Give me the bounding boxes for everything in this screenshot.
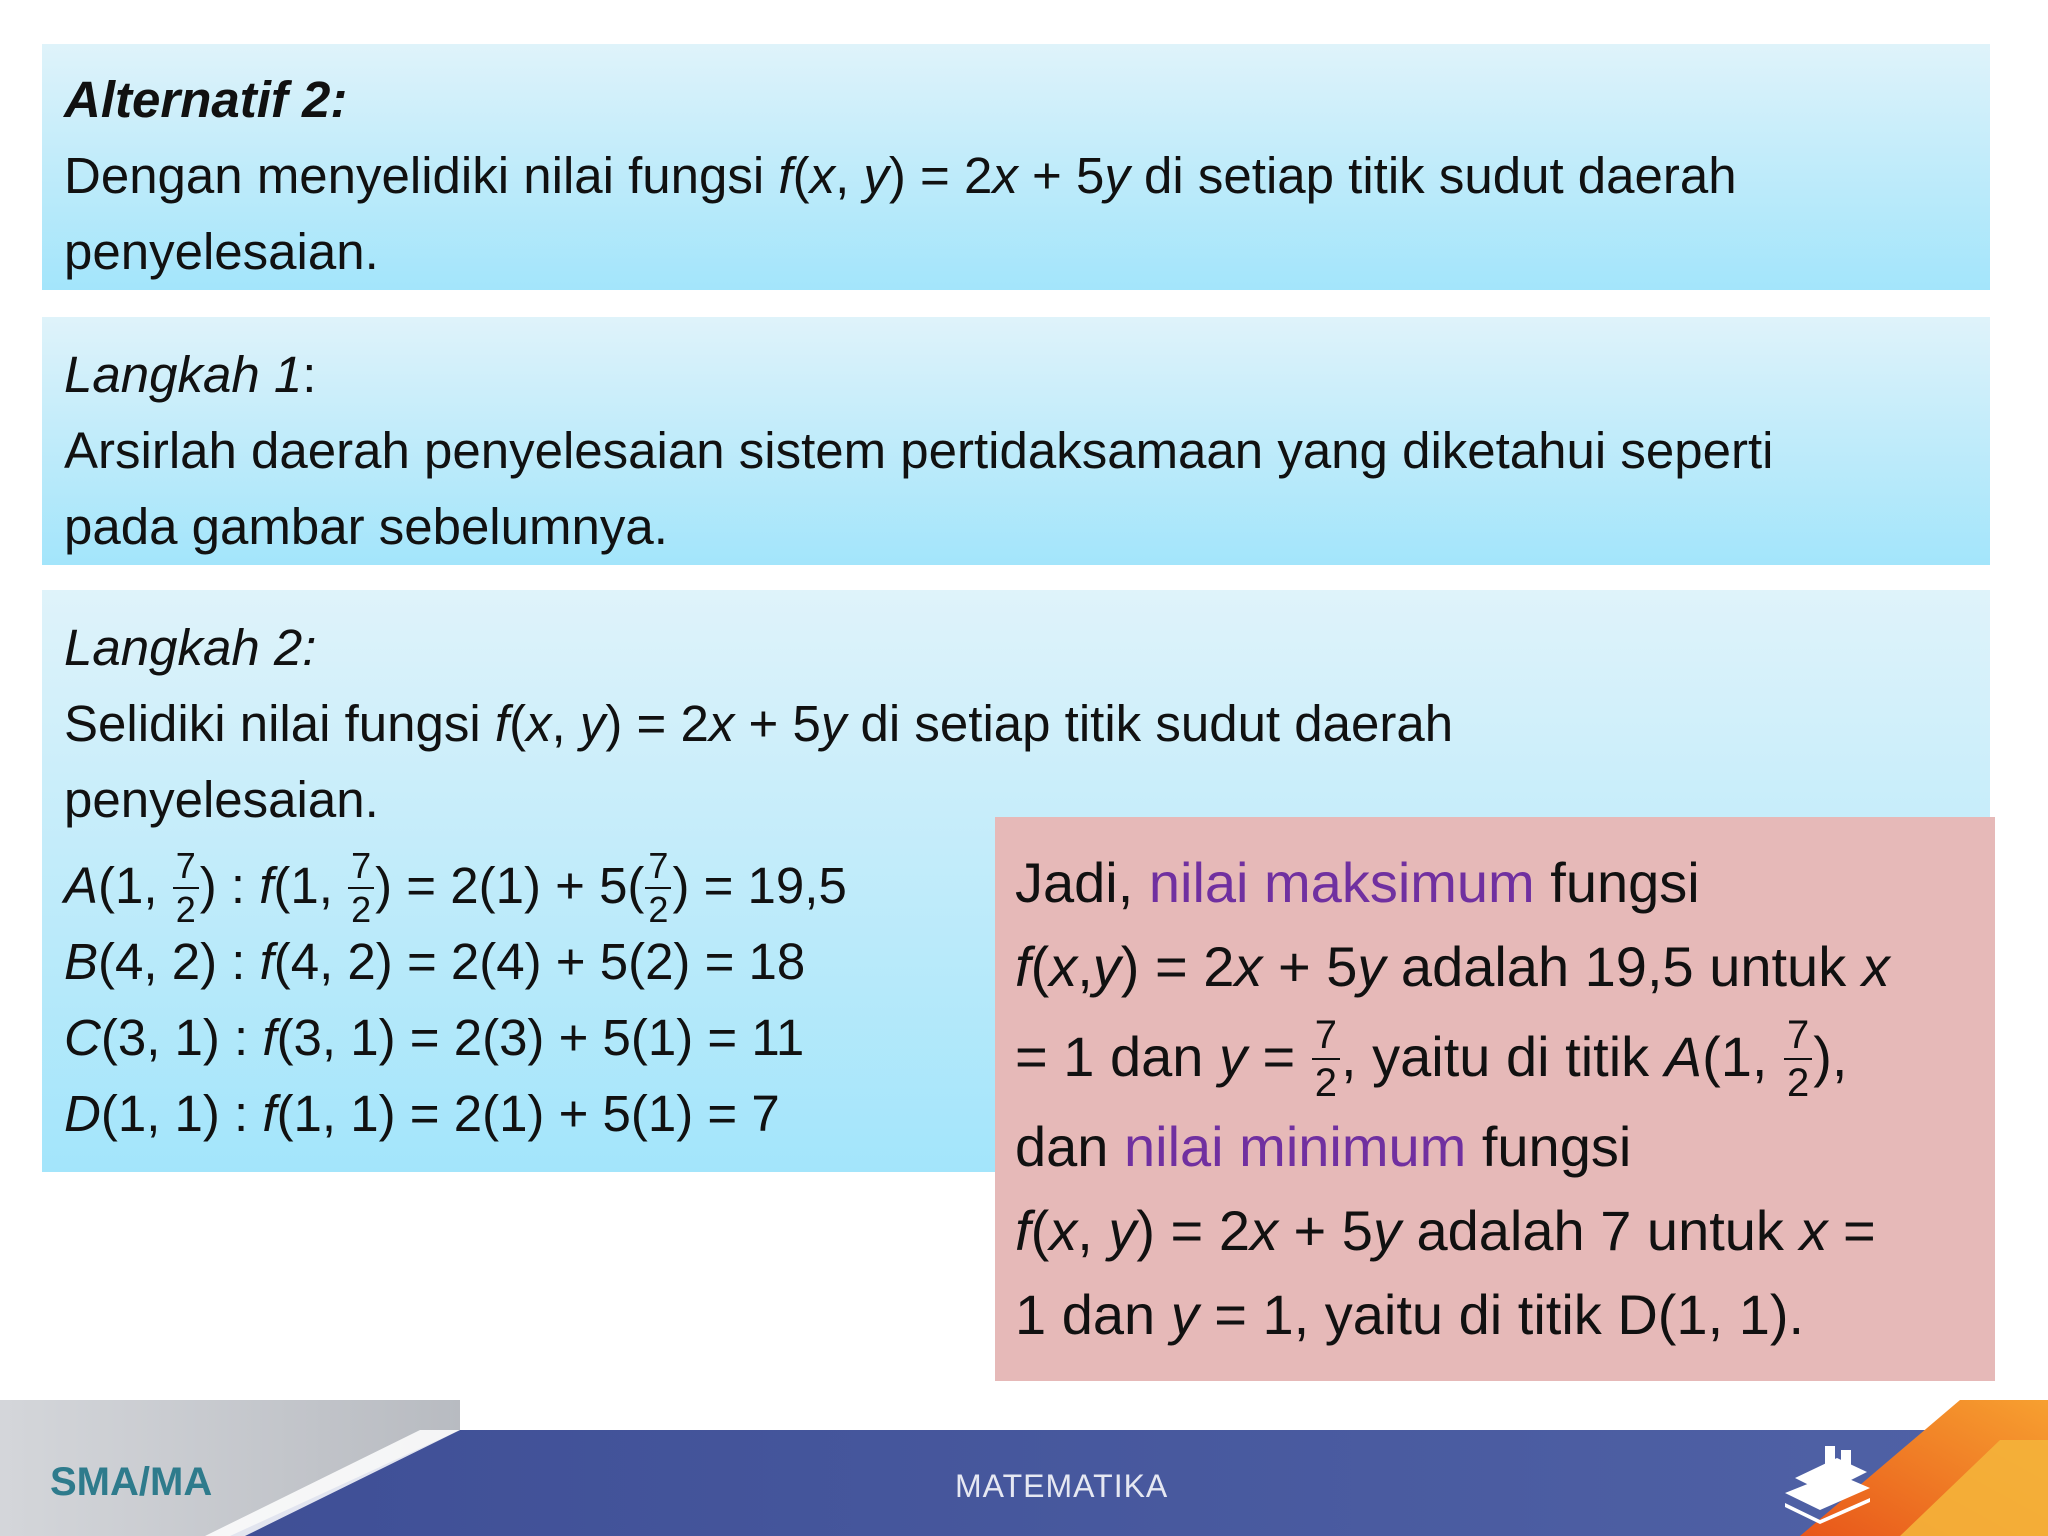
fraction [1784, 1013, 1812, 1106]
text: y [1092, 935, 1121, 998]
text: fungsi [1534, 851, 1700, 914]
numerator: 7 [645, 848, 671, 889]
text: dan [1015, 1115, 1124, 1179]
text: di setiap titik sudut daerah [1129, 147, 1737, 204]
langkah2-line-2: penyelesaian. [64, 771, 379, 828]
text: ), [1813, 1025, 1848, 1088]
denominator: 2 [1314, 1061, 1338, 1106]
denominator: 2 [1787, 1061, 1810, 1106]
text: = 1, yaitu di titik D(1, 1). [1198, 1283, 1805, 1347]
text: x [1861, 935, 1890, 998]
text: , [551, 695, 580, 752]
text: ) = 2 [888, 147, 993, 204]
text: (1, 1) : [100, 1085, 263, 1142]
text: ( [509, 695, 527, 752]
conclusion-box [995, 817, 1995, 1381]
text: Langkah 1 [64, 346, 303, 403]
langkah1-heading [64, 337, 1990, 413]
text: y [1357, 935, 1386, 998]
text: y [1372, 1199, 1401, 1263]
text: ) = 2 [1120, 935, 1235, 998]
text: x [526, 695, 552, 752]
numerator: 7 [1312, 1015, 1340, 1060]
text: ) = 2 [1136, 1199, 1250, 1263]
footer-band [0, 1400, 2048, 1536]
conclusion-line-6 [1015, 1273, 1995, 1357]
text: ) = 2 [605, 695, 709, 752]
alternatif-line-1 [64, 62, 1990, 138]
alternatif-heading: Alternatif 2: [64, 71, 348, 128]
text: 1 dan [1015, 1283, 1171, 1347]
conclusion-line-2 [1015, 925, 1995, 1009]
text: = 1 dan [1015, 1025, 1219, 1088]
point-label: C [64, 1009, 101, 1066]
text: x [1049, 935, 1078, 998]
text: + 5 [1262, 935, 1358, 998]
text: (1, [98, 857, 172, 914]
text: (4, 2) = 2(4) + 5(2) = 18 [273, 933, 806, 990]
conclusion-line-1 [1015, 841, 1995, 925]
fraction [1312, 1013, 1340, 1106]
highlight-max: nilai maksimum [1148, 851, 1535, 914]
text: f [259, 933, 274, 990]
text: fungsi [1466, 1115, 1632, 1179]
alternatif-line-3: penyelesaian. [64, 223, 379, 280]
fraction [645, 844, 671, 930]
conclusion-line-3 [1015, 1009, 1995, 1105]
text: y [820, 695, 847, 752]
text: ) : [199, 857, 260, 914]
text: (3, 1) : [100, 1009, 263, 1066]
highlight-min: nilai minimum [1124, 1115, 1467, 1179]
text: : [302, 346, 317, 403]
text: Selidiki nilai fungsi [64, 695, 495, 752]
point-label: A [64, 857, 99, 914]
text: + 5 [1017, 147, 1105, 204]
text: ( [1030, 1199, 1050, 1263]
text: y [1218, 1025, 1247, 1088]
langkah1-line-1: Arsirlah daerah penyelesaian sistem pertidaksamaan yang diketahui seperti [64, 422, 1774, 479]
text: f [1015, 1199, 1031, 1263]
text: x [1799, 1199, 1828, 1263]
text: di setiap titik sudut daerah [846, 695, 1454, 752]
text: Jadi, [1015, 851, 1149, 914]
text: y [579, 695, 606, 752]
footer-center-label: MATEMATIKA [955, 1468, 1169, 1504]
text: adalah 19,5 untuk [1385, 935, 1862, 998]
text: f [262, 1085, 277, 1142]
denominator: 2 [351, 888, 372, 930]
text: ) = 19,5 [672, 857, 847, 914]
footer-left-label: SMA/MA [50, 1460, 213, 1504]
text: f [494, 695, 510, 752]
text: = [1827, 1199, 1876, 1263]
text: f [778, 147, 793, 204]
text: x [1234, 935, 1263, 998]
text: = [1246, 1025, 1311, 1088]
conclusion-line-4 [1015, 1105, 1995, 1189]
point-label: B [64, 933, 99, 990]
text: x [992, 147, 1018, 204]
text: x [708, 695, 735, 752]
text: x [1049, 1199, 1078, 1263]
text: y [863, 147, 889, 204]
text: x [1249, 1199, 1278, 1263]
text: , [835, 147, 864, 204]
langkah1-panel [42, 317, 1990, 565]
text: ) = 2(1) + 5( [375, 857, 645, 914]
text: , [1077, 1199, 1109, 1263]
fraction [348, 844, 374, 930]
text: adalah 7 untuk [1400, 1199, 1800, 1263]
book-logo-icon [1775, 1438, 1895, 1528]
text: (1, 1) = 2(1) + 5(1) = 7 [276, 1085, 780, 1142]
alternatif-panel [42, 44, 1990, 290]
text: , yaitu di titik [1341, 1025, 1665, 1088]
numerator: 7 [173, 848, 199, 889]
text: , [1077, 935, 1093, 998]
text: (1, [1702, 1025, 1783, 1088]
text: + 5 [734, 695, 821, 752]
text: (4, 2) : [98, 933, 260, 990]
langkah1-line-2: pada gambar sebelumnya. [64, 498, 668, 555]
numerator: 7 [348, 848, 374, 889]
fraction [173, 844, 199, 930]
numerator: 7 [1784, 1015, 1812, 1060]
langkah2-line-1 [64, 686, 1990, 762]
point-label: D [64, 1085, 101, 1142]
alternatif-line-2 [64, 138, 1990, 214]
text: f [262, 1009, 277, 1066]
langkah2-heading: Langkah 2: [64, 619, 317, 676]
denominator: 2 [648, 888, 669, 930]
text: y [1104, 147, 1130, 204]
conclusion-line-5 [1015, 1189, 1995, 1273]
text: ( [792, 147, 810, 204]
text: (3, 1) = 2(3) + 5(1) = 11 [276, 1009, 805, 1066]
text: f [1015, 935, 1031, 998]
text: + 5 [1277, 1199, 1373, 1263]
text: y [1108, 1199, 1137, 1263]
text: ( [1030, 935, 1050, 998]
text: Dengan menyelidiki nilai fungsi [64, 147, 779, 204]
text: (1, [273, 857, 348, 914]
text: A [1664, 1025, 1703, 1088]
text: y [1170, 1283, 1199, 1347]
text: f [259, 857, 274, 914]
text: x [809, 147, 836, 204]
denominator: 2 [175, 888, 196, 930]
